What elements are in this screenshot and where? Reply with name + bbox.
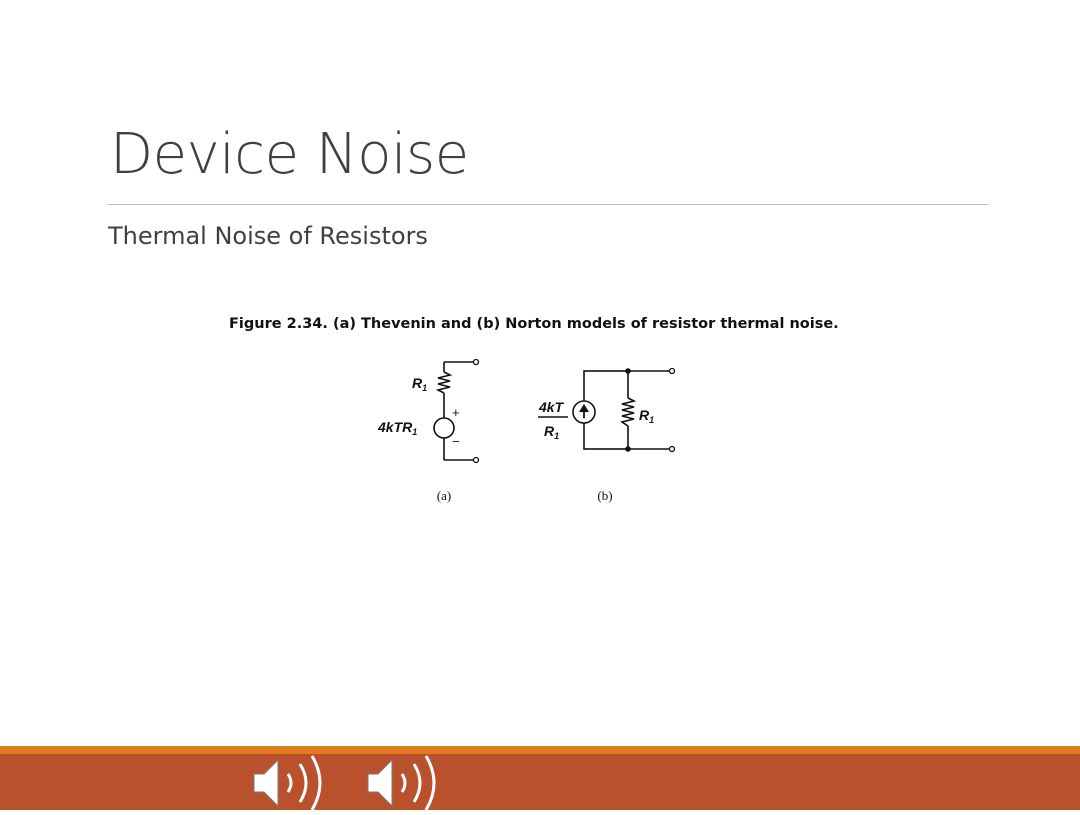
circuit-figure [360,350,700,510]
source-label-b-numerator: 4kT [539,399,564,415]
node-dot-top [625,368,631,374]
slide-subtitle: Thermal Noise of Resistors [108,222,428,250]
panel-b-label: (b) [597,488,613,503]
slide-title: Device Noise [110,122,469,187]
terminal-b-top [670,369,675,374]
minus-sign: − [452,434,460,449]
resistor-label-a: $R_1$ [412,375,428,393]
speaker-icon [250,752,332,810]
panel-a-label: (a) [436,488,452,503]
source-label-a: 4kTR$_1$ [378,419,418,437]
node-dot-bottom [625,446,631,452]
audio-button-1[interactable] [250,752,332,810]
terminal-a-bottom [474,458,479,463]
source-label-b-denominator: $R_1$ [544,423,560,441]
speaker-icon [364,752,446,810]
terminal-a-top [474,360,479,365]
title-divider [108,204,988,205]
norton-model [573,371,672,449]
audio-button-2[interactable] [364,752,446,810]
footer-bar [0,754,1080,810]
resistor-label-b: $R_1$ [639,407,655,425]
terminal-b-bottom [670,447,675,452]
figure-caption: Figure 2.34. (a) Thevenin and (b) Norton models of resistor thermal noise. [229,316,839,332]
footer-accent-stripe [0,746,1080,754]
plus-sign: + [452,405,460,420]
